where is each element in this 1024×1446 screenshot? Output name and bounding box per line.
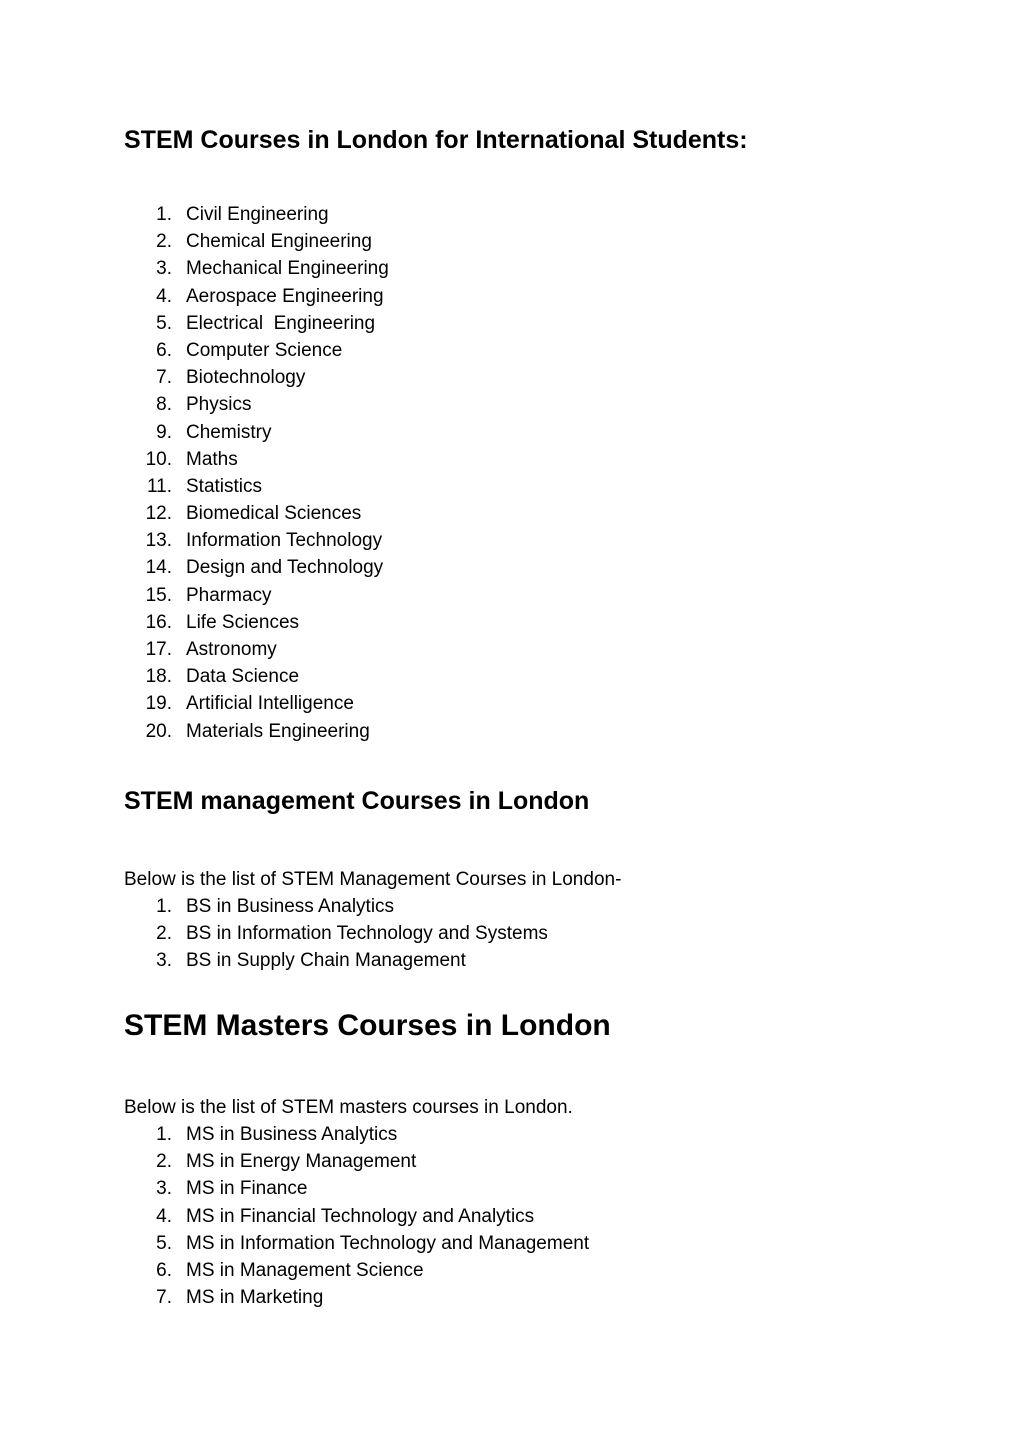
- list-item-number: 7.: [156, 367, 172, 389]
- list-item-number: 2.: [156, 923, 172, 945]
- list-item-label: Civil Engineering: [186, 204, 329, 225]
- section-heading-stem-management: STEM management Courses in London: [124, 787, 590, 815]
- list-item-number: 14.: [145, 557, 172, 579]
- list-item-label: MS in Information Technology and Management: [186, 1232, 590, 1254]
- list-item-label: BS in Information Technology and Systems: [186, 923, 548, 945]
- list-item: [124, 228, 389, 255]
- list-item-number: 11.: [146, 475, 172, 497]
- list-item-number: 18.: [145, 666, 172, 688]
- list-item-number: 1.: [156, 1124, 172, 1145]
- list-item-number: 5.: [156, 312, 172, 334]
- list-item: [124, 690, 389, 717]
- list-item-label: MS in Finance: [186, 1178, 308, 1200]
- list-item-label: Biomedical Sciences: [186, 503, 362, 525]
- list-item-number: 1.: [156, 204, 172, 225]
- list-item: [124, 893, 548, 920]
- list-item-number: 3.: [156, 1178, 172, 1200]
- section-intro-stem-masters: Below is the list of STEM masters courses in London.: [124, 1097, 573, 1118]
- list-item-label: Pharmacy: [186, 584, 272, 606]
- list-item: [124, 201, 389, 228]
- list-item: [124, 527, 389, 554]
- list-item-label: Maths: [186, 448, 238, 470]
- stem-management-list: [124, 893, 548, 975]
- list-item: [124, 582, 389, 609]
- list-item: [124, 1284, 589, 1311]
- section-heading-stem-courses: STEM Courses in London for International Students:: [124, 126, 748, 154]
- list-item: [124, 718, 389, 745]
- list-item-number: 13.: [145, 530, 172, 552]
- list-item: [124, 663, 389, 690]
- list-item-number: 4.: [156, 1205, 172, 1227]
- list-item-label: Electrical Engineering: [186, 312, 376, 334]
- list-item-number: 3.: [156, 950, 172, 972]
- list-item-label: Design and Technology: [186, 557, 384, 579]
- list-item-number: 15.: [145, 584, 172, 606]
- list-item: [124, 554, 389, 581]
- list-item-label: Computer Science: [186, 339, 343, 361]
- list-item-number: 17.: [145, 639, 172, 660]
- list-item-number: 2.: [156, 231, 172, 253]
- list-item-number: 7.: [156, 1287, 172, 1309]
- list-item-label: Artificial Intelligence: [186, 693, 354, 715]
- list-item: [124, 283, 389, 310]
- list-item: [124, 1203, 589, 1230]
- list-item-number: 10.: [145, 448, 172, 470]
- list-item: [124, 1121, 589, 1148]
- stem-courses-list: [124, 201, 389, 745]
- list-item-number: 19.: [145, 693, 172, 715]
- list-item-number: 16.: [145, 611, 172, 633]
- list-item-label: Biotechnology: [186, 367, 306, 389]
- list-item-label: Chemistry: [186, 421, 272, 443]
- list-item: [124, 947, 548, 974]
- list-item-label: MS in Management Science: [186, 1259, 424, 1281]
- list-item-label: BS in Supply Chain Management: [186, 950, 466, 972]
- list-item-number: 8.: [156, 394, 172, 416]
- list-item-number: 2.: [156, 1151, 172, 1173]
- stem-masters-list: [124, 1121, 589, 1311]
- list-item-number: 12.: [145, 503, 172, 525]
- list-item-label: Astronomy: [186, 639, 277, 660]
- list-item-label: Aerospace Engineering: [186, 285, 384, 307]
- list-item: [124, 500, 389, 527]
- list-item-label: MS in Financial Technology and Analytics: [186, 1205, 535, 1227]
- list-item-label: Information Technology: [186, 530, 383, 552]
- list-item-number: 3.: [156, 258, 172, 280]
- list-item: [124, 920, 548, 947]
- list-item-number: 5.: [156, 1232, 172, 1254]
- list-item-number: 20.: [145, 720, 172, 742]
- list-item-label: Statistics: [186, 475, 263, 497]
- list-item-number: 6.: [156, 1259, 172, 1281]
- list-item-label: MS in Marketing: [186, 1287, 324, 1309]
- list-item: [124, 310, 389, 337]
- list-item: [124, 419, 389, 446]
- list-item: [124, 255, 389, 282]
- list-item-label: BS in Business Analytics: [186, 896, 395, 917]
- list-item: [124, 364, 389, 391]
- list-item-label: Life Sciences: [186, 611, 300, 633]
- list-item-number: 6.: [156, 339, 172, 361]
- list-item-label: MS in Business Analytics: [186, 1124, 398, 1145]
- list-item-label: Physics: [186, 394, 252, 416]
- list-item: [124, 1175, 589, 1202]
- list-item: [124, 636, 389, 663]
- list-item: [124, 609, 389, 636]
- list-item-number: 4.: [156, 285, 172, 307]
- list-item: [124, 446, 389, 473]
- list-item: [124, 1230, 589, 1257]
- list-item-label: Mechanical Engineering: [186, 258, 389, 280]
- list-item-label: Chemical Engineering: [186, 231, 372, 253]
- list-item-label: MS in Energy Management: [186, 1151, 417, 1173]
- list-item-number: 1.: [156, 896, 172, 917]
- section-intro-stem-management: Below is the list of STEM Management Courses in London-: [124, 869, 622, 890]
- list-item-label: Data Science: [186, 666, 300, 688]
- list-item-number: 9.: [156, 421, 172, 443]
- list-item: [124, 1257, 589, 1284]
- list-item: [124, 1148, 589, 1175]
- list-item: [124, 337, 389, 364]
- list-item-label: Materials Engineering: [186, 720, 370, 742]
- list-item: [124, 391, 389, 418]
- section-heading-stem-masters: STEM Masters Courses in London: [124, 1009, 611, 1042]
- list-item: [124, 473, 389, 500]
